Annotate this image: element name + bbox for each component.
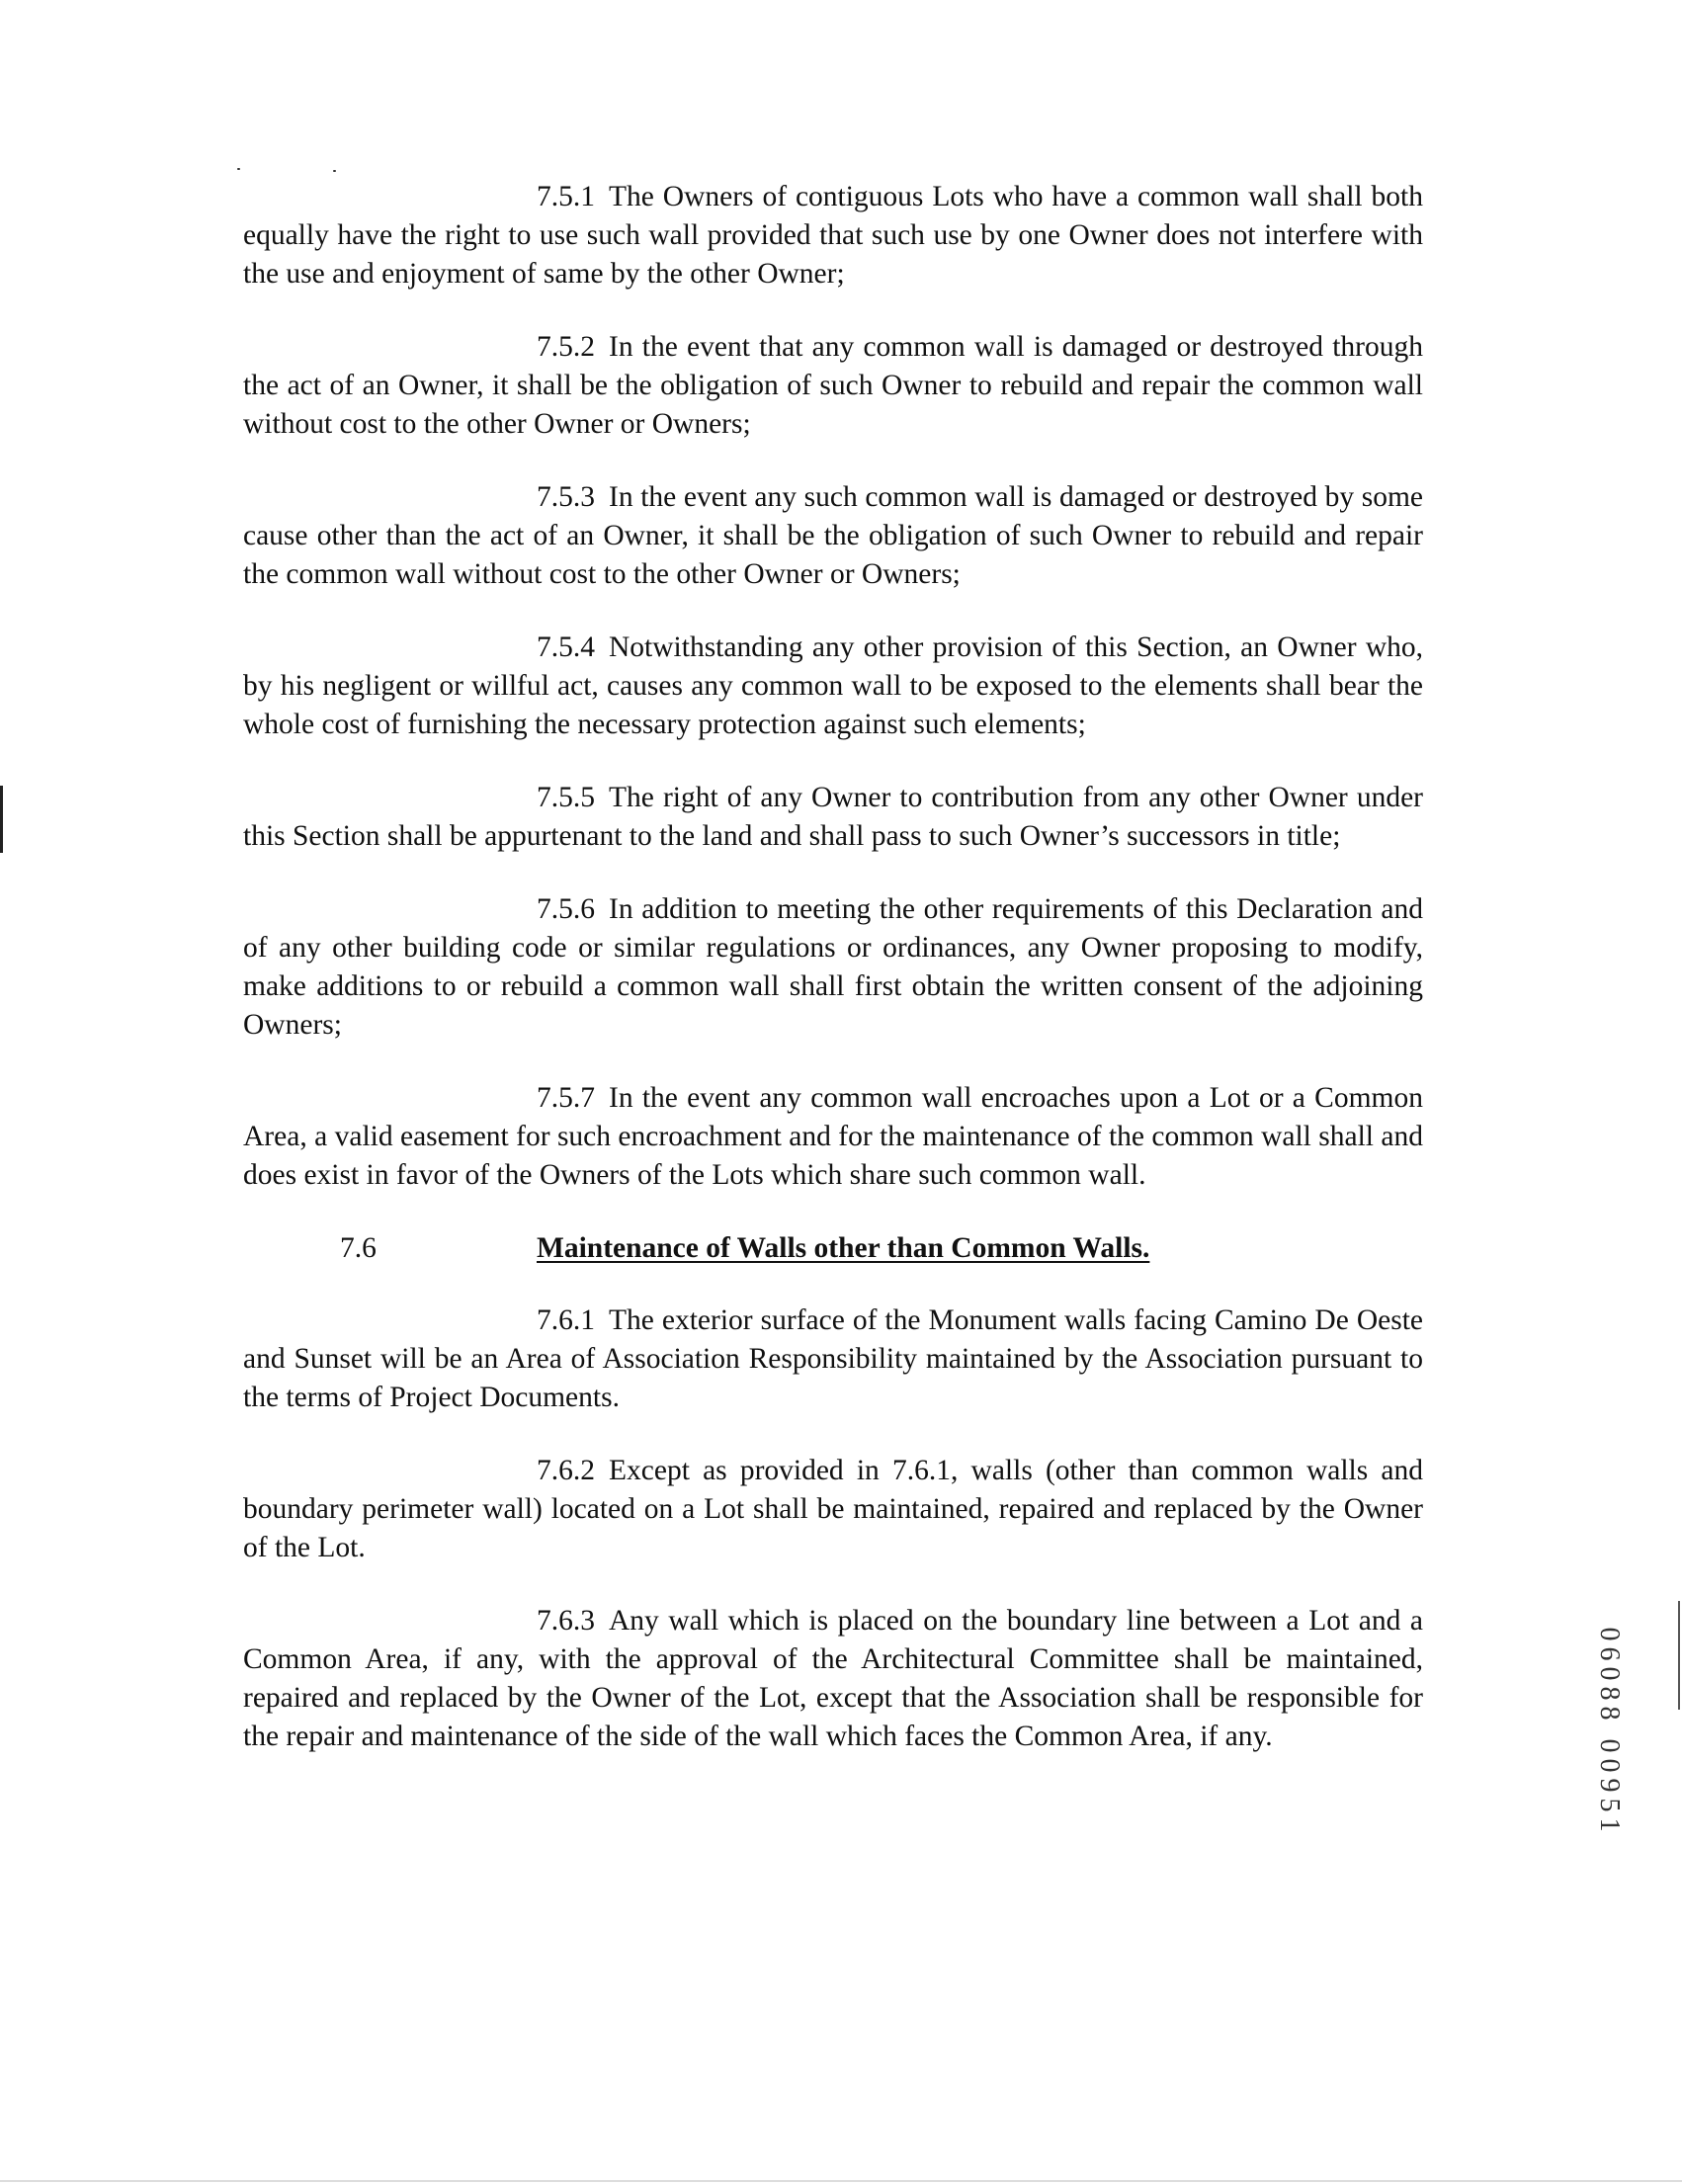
paragraph-7-5-4 (243, 629, 1423, 744)
paragraph-7-5-5 (243, 779, 1423, 856)
paragraph-7-5-6 (243, 890, 1423, 1045)
paragraph-number: 7.6.2 (537, 1455, 595, 1486)
paragraph-number: 7.6.1 (537, 1304, 595, 1336)
section-title: Maintenance of Walls other than Common Walls. (537, 1232, 1150, 1264)
section-number: 7.6 (340, 1232, 377, 1264)
paragraph-number: 7.5.1 (537, 181, 595, 212)
paragraph-7-6-2 (243, 1452, 1423, 1567)
document-body (243, 178, 1423, 1791)
scan-edge-mark-left (0, 786, 3, 853)
paragraph-text: The exterior surface of the Monument walls facing Camino De Oeste and Sunset will be an Area of Association Responsibility maintained by the Association pursuant to the terms of Project Documents. (243, 1304, 1423, 1413)
paragraph-text: In the event that any common wall is damaged or destroyed through the act of an Owner, it shall be the obligation of such Owner to rebuild and repair the common wall without cost to the other Owner or Owners; (243, 331, 1423, 440)
paragraph-7-5-2 (243, 328, 1423, 444)
paragraph-text: Except as provided in 7.6.1, walls (other than common walls and boundary perimeter wall) located on a Lot shall be maintained, repaired and replaced by the Owner of the Lot. (243, 1455, 1423, 1563)
recording-stamp-number: 06088 00951 (1594, 1627, 1625, 1838)
paragraph-text: The right of any Owner to contribution from any other Owner under this Section shall be appurtenant to the land and shall pass to such Owner’s successors in title; (243, 782, 1423, 852)
paragraph-text: In addition to meeting the other requirements of this Declaration and of any other building code or similar regulations or ordinances, any Owner proposing to modify, make additions to or rebuild a common wall shall first obtain the written consent of the adjoining Owners; (243, 893, 1423, 1041)
paragraph-text: Notwithstanding any other provision of this Section, an Owner who, by his negligent or willful act, causes any common wall to be exposed to the elements shall bear the whole cost of furnishing the necessary protection against such elements; (243, 631, 1423, 740)
paragraph-7-5-7 (243, 1079, 1423, 1195)
paragraph-text: The Owners of contiguous Lots who have a common wall shall both equally have the right to use such wall provided that such use by one Owner does not interfere with the use and enjoyment of same by the other Owner; (243, 181, 1423, 290)
scan-speck (333, 170, 336, 172)
paragraph-text: In the event any such common wall is damaged or destroyed by some cause other than the act of an Owner, it shall be the obligation of such Owner to rebuild and repair the common wall without cost to the other Owner or Owners; (243, 481, 1423, 590)
paragraph-7-5-1 (243, 178, 1423, 294)
scan-edge-mark-right (1678, 1601, 1680, 1710)
paragraph-number: 7.5.5 (537, 782, 595, 813)
scan-speck (237, 168, 240, 170)
paragraph-number: 7.5.2 (537, 331, 595, 363)
paragraph-number: 7.5.7 (537, 1082, 595, 1114)
scan-bottom-edge (0, 2180, 1682, 2182)
section-heading-7-6 (243, 1229, 1423, 1268)
paragraph-text: Any wall which is placed on the boundary line between a Lot and a Common Area, if any, with the approval of the Architectural Committee shall be maintained, repaired and replaced by the Owner of the Lot, except that the Association shall be responsible for the repair and maintenance of the side of the wall which faces the Common Area, if any. (243, 1605, 1423, 1752)
paragraph-number: 7.5.3 (537, 481, 595, 513)
paragraph-7-6-1 (243, 1302, 1423, 1417)
paragraph-7-6-3 (243, 1602, 1423, 1756)
paragraph-text: In the event any common wall encroaches upon a Lot or a Common Area, a valid easement for such encroachment and for the maintenance of the common wall shall and does exist in favor of the Owners of the Lots which share such common wall. (243, 1082, 1423, 1191)
paragraph-number: 7.6.3 (537, 1605, 595, 1637)
recording-stamp (1589, 1593, 1629, 1870)
paragraph-number: 7.5.6 (537, 893, 595, 925)
paragraph-7-5-3 (243, 478, 1423, 594)
paragraph-number: 7.5.4 (537, 631, 595, 663)
